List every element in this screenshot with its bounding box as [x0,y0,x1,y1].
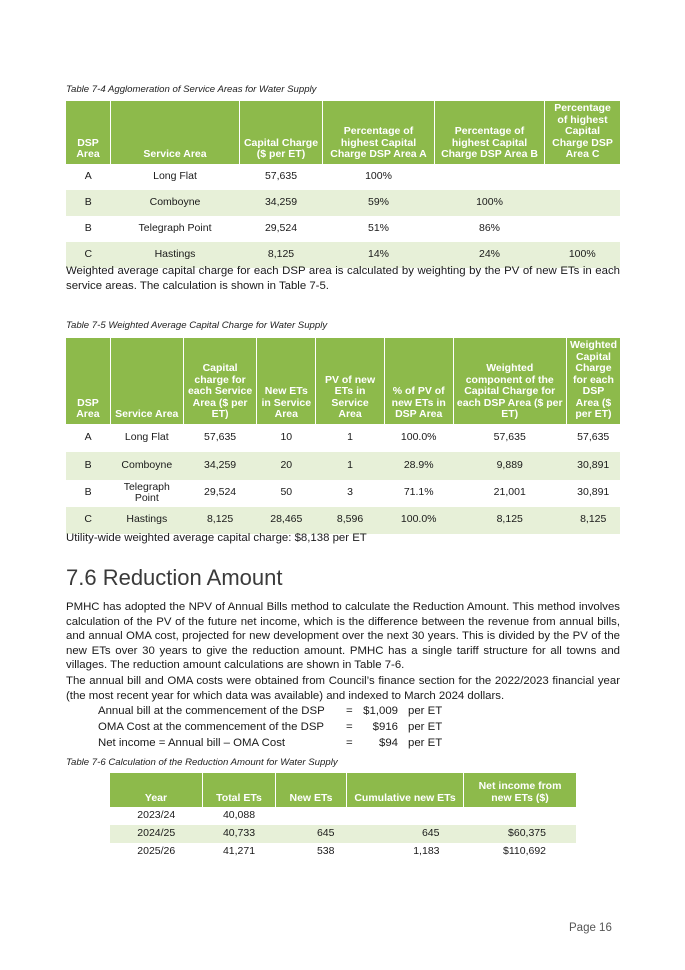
cell: B [66,452,110,480]
header-pv-new-ets: PV of new ETs in Service Area [316,338,385,424]
cell: 21,001 [493,486,526,499]
bill-summary [98,704,458,752]
cell: 1,183 [413,845,440,858]
cell: 29,524 [204,486,237,499]
cell: 34,259 [240,190,323,216]
header-weighted-capital-charge: Weighted Capital Charge for each DSP Area ($ per ET) [566,338,620,424]
cell: 30,891 [566,452,620,480]
cell: 645 [276,825,347,843]
cell: 645 [347,825,464,843]
bill-unit: per ET [408,705,443,717]
cell: 86% [478,221,500,234]
cell: 1 [347,430,353,443]
cell: 2025/26 [137,845,176,858]
cell: 100% [365,169,392,182]
page-number: Page 16 [569,922,612,934]
header-pct-pv: % of PV of new ETs in DSP Area [384,338,453,424]
bill-unit: per ET [408,721,443,733]
bill-label: OMA Cost at the commencement of the DSP [98,721,325,733]
utility-wide-charge: Utility-wide weighted average capital charge: $8,138 per ET [66,532,367,544]
bill-label: Annual bill at the commencement of the DSP [98,705,325,717]
table-row [66,480,620,507]
cell [435,164,545,190]
cell: 8,125 [453,507,566,534]
header-year: Year [110,773,203,807]
cell: 20 [257,452,316,480]
cell: $110,692 [502,845,546,858]
cell: 1 [316,452,385,480]
cell: 100% [435,190,545,216]
header-pct-dsp-a: Percentage of highest Capital Charge DSP Area A [323,101,435,164]
bill-row [98,720,458,736]
table-row [66,216,620,242]
cell: 100% [545,242,621,268]
cell: 538 [316,845,335,858]
cell: Telegraph Point [138,221,212,234]
table-row [110,807,576,825]
cell: B [66,190,111,216]
table-row [66,190,620,216]
bill-equals: = [346,721,353,733]
cell: C [66,507,110,534]
cell: 2024/25 [110,825,203,843]
cell [545,164,621,190]
cell: 9,889 [453,452,566,480]
cell: Hastings [111,242,240,268]
table-7-4 [66,101,620,268]
table-row [66,164,620,190]
table-7-5 [66,338,620,534]
cell: 40,733 [203,825,276,843]
cell: 41,271 [222,845,256,858]
bill-value: $1,009 [363,705,398,717]
cell: $60,375 [464,825,577,843]
reduction-method-paragraph: PMHC has adopted the NPV of Annual Bills method to calculate the Reduction Amount. This method involves calculation of the PV of the future net income, which is the difference between the revenue from annual bills, and annual OMA cost, projected for new development over the next 30 years. This is divided by the PV of the new ETs over 30 years to give the reduction amount. PMHC has a single tariff structure for all towns and villages. The reduction amount calculations are shown in Table 7-6. [66,601,620,671]
section-title: 7.6 Reduction Amount [66,565,283,590]
cell [276,807,347,825]
table-7-5-caption: Table 7-5 Weighted Average Capital Charge for Water Supply [66,320,328,331]
header-weighted-component: Weighted component of the Capital Charge for each DSP Area ($ per ET) [453,338,566,424]
cell: 50 [280,486,293,499]
table-7-6 [110,773,576,861]
cell: 10 [280,430,293,443]
cell: Comboyne [111,190,240,216]
cell: 40,088 [222,809,256,822]
header-cumulative-new-ets: Cumulative new ETs [347,773,464,807]
cell: 8,125 [240,242,323,268]
cell: B [84,486,92,499]
cell: Hastings [110,507,183,534]
cell: 30,891 [577,486,610,499]
bill-unit: per ET [408,737,443,749]
header-capital-charge-each: Capital charge for each Service Area ($ per ET) [183,338,257,424]
header-dsp-area: DSP Area [66,101,111,164]
header-new-ets: New ETs [276,773,347,807]
header-dsp-area: DSP Area [66,338,110,424]
cell: 57,635 [493,430,526,443]
cell: A [84,169,92,182]
cell: 28,465 [257,507,316,534]
cell: Telegraph Point [123,480,170,504]
cell [464,807,577,825]
bill-value: $94 [378,737,398,749]
table-row [110,825,576,843]
header-total-ets: Total ETs [203,773,276,807]
bill-equals: = [346,705,353,717]
cell: B [84,221,92,234]
cell: 24% [435,242,545,268]
table-row [66,507,620,534]
bill-row [98,704,458,720]
table-7-4-caption: Table 7-4 Agglomeration of Service Areas for Water Supply [66,84,317,95]
cell: 100.0% [384,507,453,534]
header-pct-dsp-c: Percentage of highest Capital Charge DSP Area C [545,101,621,164]
cell [347,807,464,825]
cell: C [66,242,111,268]
bill-source-paragraph: The annual bill and OMA costs were obtained from Council’s finance section for the 2022/2023 financial year (the most recent year for which data was available) and indexed to March 2024 dollars. [66,675,620,702]
header-service-area: Service Area [110,338,183,424]
cell: 8,125 [566,507,620,534]
cell: Long Flat [153,169,197,182]
cell: 8,125 [183,507,257,534]
header-service-area: Service Area [111,101,240,164]
cell: 2023/24 [137,809,176,822]
cell: 57,635 [264,169,298,182]
cell: 14% [323,242,435,268]
header-new-ets: New ETs in Service Area [257,338,316,424]
cell: 57,635 [577,430,610,443]
table-row [110,843,576,861]
cell: Long Flat [124,430,169,443]
cell: 59% [323,190,435,216]
cell: Comboyne [110,452,183,480]
cell [545,190,621,216]
header-net-income: Net income from new ETs ($) [464,773,577,807]
cell: A [84,430,92,443]
cell: 29,524 [264,221,298,234]
table-7-6-caption: Table 7-6 Calculation of the Reduction Amount for Water Supply [66,757,338,768]
header-pct-dsp-b: Percentage of highest Capital Charge DSP Area B [435,101,545,164]
cell: 8,596 [316,507,385,534]
cell: 71.1% [403,486,434,499]
table-row [66,424,620,452]
cell: 100.0% [400,430,437,443]
bill-label: Net income = Annual bill – OMA Cost [98,737,286,749]
cell: 34,259 [183,452,257,480]
cell: 57,635 [204,430,237,443]
weighted-average-paragraph: Weighted average capital charge for each DSP area is calculated by weighting by the PV of new ETs in each service areas. The calculation is shown in Table 7-5. [66,265,620,292]
cell: 28.9% [384,452,453,480]
table-row [66,452,620,480]
bill-value: $916 [372,721,398,733]
header-capital-charge: Capital Charge ($ per ET) [240,101,323,164]
cell [545,216,621,242]
bill-equals: = [346,737,353,749]
cell: 51% [367,221,389,234]
cell: 3 [347,486,353,499]
bill-row [98,736,458,752]
